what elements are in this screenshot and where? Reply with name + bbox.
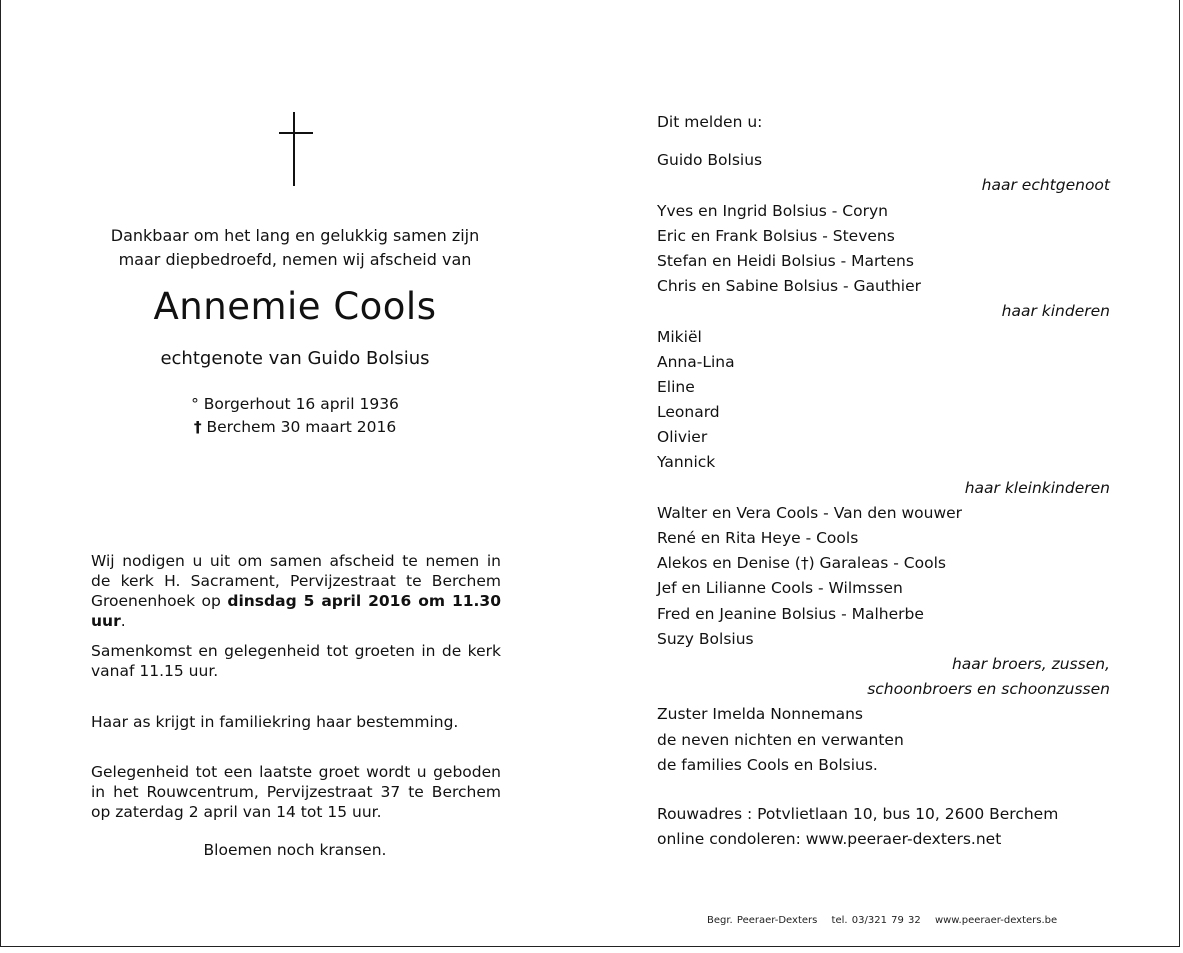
footer-website: www.peeraer-dexters.be bbox=[934, 915, 1058, 926]
siblings-label-1: haar broers, zussen, bbox=[951, 654, 1110, 673]
children-label: haar kinderen bbox=[1001, 302, 1110, 321]
life-dates bbox=[90, 393, 500, 439]
siblings-label-2: schoonbroers en schoonzussen bbox=[867, 680, 1110, 699]
online-condolences: online condoleren: www.peeraer-dexters.net bbox=[657, 830, 1002, 849]
deceased-name: Annemie Cools bbox=[153, 285, 437, 328]
list-item: Mikiël bbox=[657, 327, 702, 346]
list-item: Leonard bbox=[657, 403, 720, 422]
list-item: Alekos en Denise (†) Garaleas - Cools bbox=[657, 554, 946, 573]
announcement-heading: Dit melden u: bbox=[657, 113, 763, 131]
family-announcement bbox=[657, 110, 1110, 852]
list-item: Walter en Vera Cools - Van den wouwer bbox=[657, 503, 963, 522]
list-item: Yannick bbox=[657, 453, 716, 472]
list-item: Yves en Ingrid Bolsius - Coryn bbox=[657, 201, 888, 220]
list-item: René en Rita Heye - Cools bbox=[657, 529, 859, 547]
list-item: Anna-Lina bbox=[657, 352, 735, 371]
cross-icon bbox=[279, 112, 313, 186]
footer-phone: tel. 03/321 79 32 bbox=[831, 915, 921, 926]
ceremony-datetime: dinsdag 5 april 2016 om 11.30 uur bbox=[91, 592, 501, 630]
spouse-subtitle: echtgenote van Guido Bolsius bbox=[160, 348, 430, 369]
list-item: Chris en Sabine Bolsius - Gauthier bbox=[657, 277, 921, 296]
ashes-paragraph: Haar as krijgt in familiekring haar bestemming. bbox=[91, 713, 459, 731]
spouse-name: Guido Bolsius bbox=[657, 151, 763, 170]
intro-text bbox=[90, 224, 500, 272]
list-item: Suzy Bolsius bbox=[657, 629, 754, 648]
intro-line-2: maar diepbedroefd, nemen wij afscheid van bbox=[118, 250, 472, 269]
list-item: de neven nichten en verwanten bbox=[657, 730, 904, 749]
list-item: de families Cools en Bolsius. bbox=[657, 755, 878, 774]
list-item: Eric en Frank Bolsius - Stevens bbox=[657, 226, 895, 245]
footer-company: Begr. Peeraer-Dexters bbox=[707, 915, 818, 926]
spouse-label: haar echtgenoot bbox=[981, 176, 1110, 195]
dagger-icon: † bbox=[193, 418, 202, 436]
grandchildren-label: haar kleinkinderen bbox=[964, 478, 1110, 497]
gathering-paragraph: Samenkomst en gelegenheid tot groeten in de kerk vanaf 11.15 uur. bbox=[91, 642, 501, 680]
funeral-home-footer bbox=[707, 915, 1067, 926]
flowers-note: Bloemen noch kransen. bbox=[203, 841, 387, 859]
list-item: Eline bbox=[657, 377, 695, 396]
invitation-end: . bbox=[120, 612, 126, 630]
mourning-address: Rouwadres : Potvlietlaan 10, bus 10, 2600 Berchem bbox=[657, 804, 1059, 823]
death-text: Berchem 30 maart 2016 bbox=[206, 418, 397, 436]
list-item: Zuster Imelda Nonnemans bbox=[657, 705, 863, 724]
intro-line-1: Dankbaar om het lang en gelukkig samen zijn bbox=[110, 226, 480, 245]
invitation-paragraph bbox=[91, 551, 501, 631]
list-item: Jef en Lilianne Cools - Wilmssen bbox=[657, 579, 903, 598]
death-line bbox=[90, 416, 500, 439]
list-item: Fred en Jeanine Bolsius - Malherbe bbox=[657, 604, 924, 623]
list-item: Stefan en Heidi Bolsius - Martens bbox=[657, 251, 914, 270]
birth-line: ° Borgerhout 16 april 1936 bbox=[191, 395, 399, 413]
viewing-paragraph: Gelegenheid tot een laatste groet wordt u geboden in het Rouwcentrum, Pervijzestraat 37 te Berchem op zaterdag 2 april van 14 tot 15 uur. bbox=[91, 763, 501, 821]
list-item: Olivier bbox=[657, 428, 708, 447]
invitation-text: Wij nodigen u uit om samen afscheid te nemen in de kerk H. Sacrament, Pervijzestraat te Berchem Groenenhoek op bbox=[91, 552, 501, 610]
